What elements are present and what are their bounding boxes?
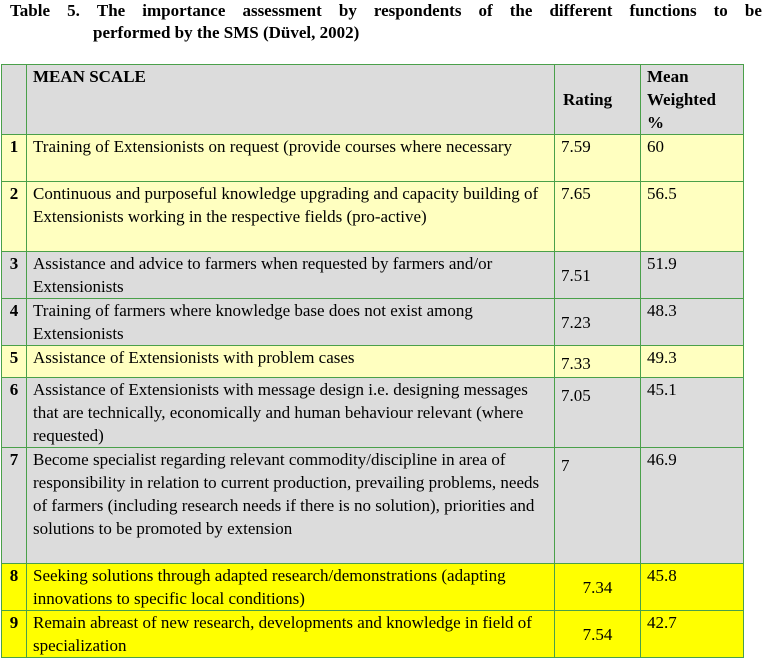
caption-word: be xyxy=(744,1,762,20)
row-rating: 7.34 xyxy=(555,564,641,611)
row-number: 1 xyxy=(2,135,27,182)
caption-word: 5. xyxy=(67,1,80,20)
header-number xyxy=(2,65,27,135)
row-number: 5 xyxy=(2,346,27,378)
row-rating: 7.59 xyxy=(555,135,641,182)
row-weighted: 42.7 xyxy=(641,611,744,658)
table-row xyxy=(2,135,744,182)
row-rating: 7 xyxy=(555,448,641,564)
caption-word: different xyxy=(549,1,613,20)
table-caption xyxy=(10,0,762,44)
row-text: Remain abreast of new research, developments and knowledge in field of specialization xyxy=(27,611,555,658)
row-rating: 7.33 xyxy=(555,346,641,378)
row-rating: 7.23 xyxy=(555,299,641,346)
caption-word: of xyxy=(478,1,493,20)
caption-line-1 xyxy=(10,0,762,22)
header-rating: Rating xyxy=(555,65,641,135)
table-row xyxy=(2,252,744,299)
functions-table xyxy=(1,64,744,658)
row-weighted: 45.8 xyxy=(641,564,744,611)
row-number: 7 xyxy=(2,448,27,564)
table-row xyxy=(2,448,744,564)
row-number: 6 xyxy=(2,378,27,448)
row-rating: 7.51 xyxy=(555,252,641,299)
caption-word: to xyxy=(713,1,728,20)
row-weighted: 51.9 xyxy=(641,252,744,299)
caption-word: respondents xyxy=(373,1,462,20)
row-number: 4 xyxy=(2,299,27,346)
row-number: 2 xyxy=(2,182,27,252)
table-row xyxy=(2,346,744,378)
row-text: Seeking solutions through adapted research/demonstrations (adapting innovations to specific local conditions) xyxy=(27,564,555,611)
header-mean-weighted: Mean Weighted % xyxy=(641,65,744,135)
table-row xyxy=(2,611,744,658)
table-row xyxy=(2,564,744,611)
caption-line-2: performed by the SMS (Düvel, 2002) xyxy=(93,23,360,42)
row-number: 8 xyxy=(2,564,27,611)
caption-word: importance xyxy=(142,1,226,20)
caption-word: by xyxy=(338,1,357,20)
row-text: Become specialist regarding relevant commodity/discipline in area of responsibility in relation to current production, prevailing problems, needs of farmers (including research needs if there is no solution), priorities and solutions to be promoted by extension xyxy=(27,448,555,564)
row-weighted: 49.3 xyxy=(641,346,744,378)
row-rating: 7.05 xyxy=(555,378,641,448)
table-row xyxy=(2,299,744,346)
table-row xyxy=(2,182,744,252)
table-row xyxy=(2,378,744,448)
caption-word: The xyxy=(96,1,126,20)
row-text: Assistance of Extensionists with problem cases xyxy=(27,346,555,378)
row-number: 3 xyxy=(2,252,27,299)
caption-word: functions xyxy=(629,1,697,20)
caption-word: Table xyxy=(10,1,51,20)
row-text: Assistance of Extensionists with message design i.e. designing messages that are technically, economically and human behaviour relevant (where requested) xyxy=(27,378,555,448)
row-weighted: 45.1 xyxy=(641,378,744,448)
row-weighted: 48.3 xyxy=(641,299,744,346)
row-rating: 7.54 xyxy=(555,611,641,658)
caption-word: assessment xyxy=(242,1,322,20)
row-text: Training of Extensionists on request (provide courses where necessary xyxy=(27,135,555,182)
row-rating: 7.65 xyxy=(555,182,641,252)
row-weighted: 60 xyxy=(641,135,744,182)
row-text: Continuous and purposeful knowledge upgrading and capacity building of Extensionists working in the respective fields (pro-active) xyxy=(27,182,555,252)
header-mean-scale: MEAN SCALE xyxy=(27,65,555,135)
header-row xyxy=(2,65,744,135)
row-weighted: 46.9 xyxy=(641,448,744,564)
caption-word: the xyxy=(509,1,533,20)
row-text: Assistance and advice to farmers when requested by farmers and/or Extensionists xyxy=(27,252,555,299)
row-number: 9 xyxy=(2,611,27,658)
row-text: Training of farmers where knowledge base does not exist among Extensionists xyxy=(27,299,555,346)
row-weighted: 56.5 xyxy=(641,182,744,252)
